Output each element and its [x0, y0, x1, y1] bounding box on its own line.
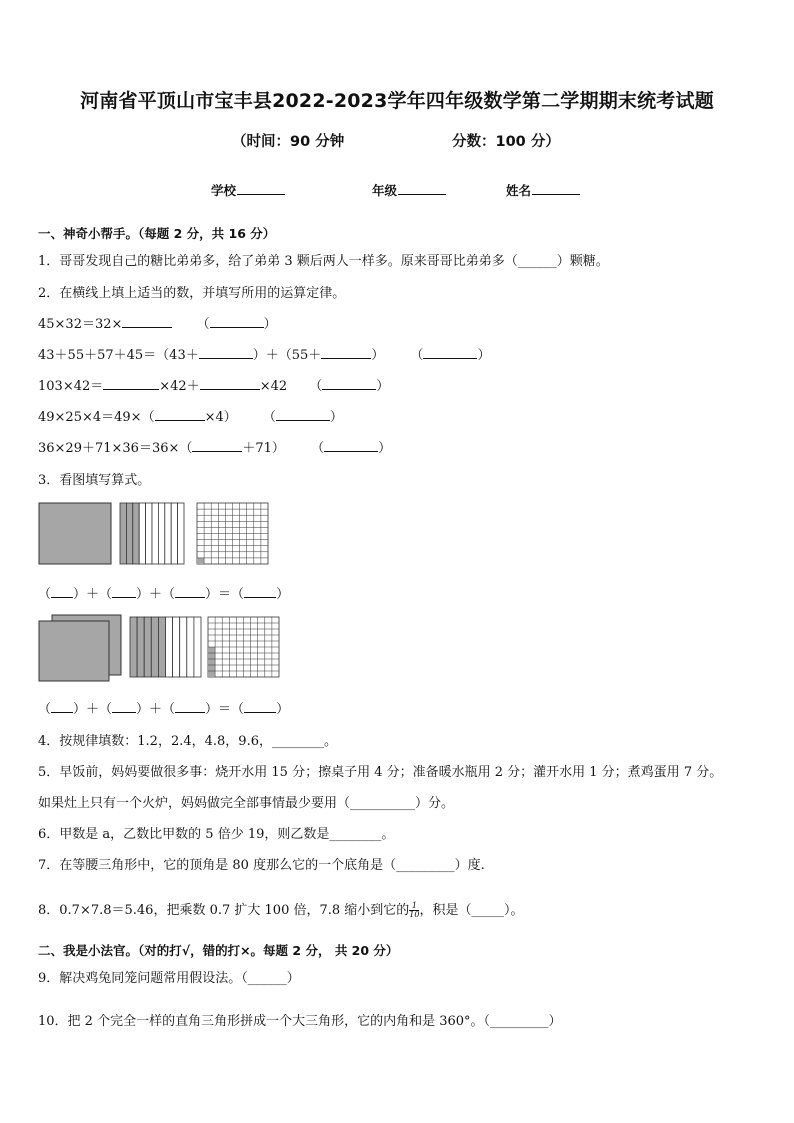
question-1: 1．哥哥发现自己的糖比弟弟多，给了弟弟 3 颗后两人一样多。原来哥哥比弟弟多（______）颗糖。 [38, 254, 609, 269]
section-1-heading: 一、神奇小帮手。（每题 2 分，共 16 分） [38, 226, 276, 241]
answer-blank[interactable] [321, 346, 371, 359]
fraction-one-tenth: $\frac{1}{10}$ [409, 901, 420, 919]
answer-blank[interactable] [103, 377, 159, 390]
q3-figures-row-2 [38, 614, 288, 684]
q2-row-1: 45×32＝32× （ ） [38, 317, 277, 332]
tenths-bar-square [130, 617, 201, 677]
question-2: 2．在横线上填上适当的数，并填写所用的运算定律。 [38, 286, 346, 301]
name-field[interactable]: 姓名 [506, 181, 580, 199]
hundredth-cell [208, 653, 215, 659]
answer-blank[interactable] [200, 377, 260, 390]
answer-blank[interactable] [210, 315, 264, 328]
question-9: 9．解决鸡兔同笼问题常用假设法。（______） [38, 971, 300, 986]
hundredth-cell [208, 659, 215, 665]
tenth-strip [158, 617, 165, 677]
hundredth-cell [197, 558, 204, 564]
question-5b: 如果灶上只有一个火炉，妈妈做完全部事情最少要用（__________）分。 [38, 796, 455, 811]
tenth-strip [120, 503, 126, 564]
answer-blank[interactable] [276, 408, 330, 421]
tenth-strip [137, 617, 144, 677]
tenth-strip [146, 503, 152, 564]
q3-figures-row-1 [38, 502, 278, 566]
q2-row-3: 103×42＝ ×42＋ ×42 （ ） [38, 379, 390, 394]
tenth-strip [180, 617, 187, 677]
question-3: 3．看图填写算式。 [38, 473, 151, 488]
answer-blank[interactable] [199, 346, 253, 359]
answer-blank[interactable] [423, 346, 477, 359]
answer-blank[interactable] [155, 408, 205, 421]
tenth-strip [166, 617, 173, 677]
grade-field[interactable]: 年级 [372, 181, 446, 199]
answer-blank[interactable] [322, 377, 376, 390]
answer-blank[interactable] [51, 585, 73, 598]
question-5a: 5．早饭前，妈妈要做很多事：烧开水用 15 分；擦桌子用 4 分；准备暖水瓶用 2 分；灌开水用 1 分；煮鸡蛋用 7 分。 [38, 765, 723, 780]
answer-blank[interactable] [112, 585, 136, 598]
tenth-strip [178, 503, 184, 564]
hundredth-cell [208, 665, 215, 671]
tenth-strip [171, 503, 177, 564]
tenth-strip [165, 503, 171, 564]
question-6: 6．甲数是 a，乙数比甲数的 5 倍少 19，则乙数是________。 [38, 827, 395, 842]
hundredth-cell [208, 671, 215, 677]
whole-square-front [39, 621, 109, 681]
tenth-strip [130, 617, 137, 677]
answer-blank[interactable] [192, 439, 242, 452]
tenth-strip [133, 503, 139, 564]
tenth-strip [139, 503, 145, 564]
question-4: 4．按规律填数：1.2，2.4，4.8，9.6，________。 [38, 734, 337, 749]
answer-blank[interactable] [244, 585, 276, 598]
q2-row-5: 36×29＋71×36＝36×（ ＋71） （ ） [38, 441, 392, 456]
hundredths-grid-square [197, 503, 268, 564]
page-title: 河南省平顶山市宝丰县2022-2023学年四年级数学第二学期期末统考试题 [80, 90, 714, 112]
tenths-bar-square [120, 503, 184, 564]
exam-time: （时间：90 分钟 [232, 134, 345, 150]
answer-blank[interactable] [175, 585, 205, 598]
tenth-strip [173, 617, 180, 677]
question-10: 10．把 2 个完全一样的直角三角形拼成一个大三角形，它的内角和是 360°。（_________） [38, 1014, 562, 1029]
section-2-heading: 二、我是小法官。（对的打√，错的打×。每题 2 分， 共 20 分） [38, 943, 399, 958]
tenth-strip [144, 617, 151, 677]
q3-formula-2: （ ）＋（ ）＋（ ）＝（ ） [38, 702, 290, 717]
hundredths-grid-square [208, 617, 279, 677]
q2-row-4: 49×25×4＝49×（ ×4） （ ） [38, 410, 343, 425]
answer-blank[interactable] [324, 439, 378, 452]
answer-blank[interactable] [175, 700, 205, 713]
whole-square [39, 503, 111, 564]
tenth-strip [194, 617, 201, 677]
answer-blank[interactable] [112, 700, 136, 713]
hundredth-cell [208, 647, 215, 653]
question-7: 7．在等腰三角形中，它的顶角是 80 度那么它的一个底角是（_________）度. [38, 858, 485, 873]
q2-row-2: 43＋55＋57＋45＝（43＋ ）＋（55＋ ） （ ） [38, 348, 491, 363]
tenth-strip [151, 617, 158, 677]
tenth-strip [126, 503, 132, 564]
school-field[interactable]: 学校 [211, 181, 285, 199]
tenth-strip [152, 503, 158, 564]
answer-blank[interactable] [122, 315, 172, 328]
answer-blank[interactable] [244, 700, 276, 713]
answer-blank[interactable] [51, 700, 73, 713]
tenth-strip [187, 617, 194, 677]
exam-score: 分数：100 分） [452, 134, 560, 150]
q3-formula-1: （ ）＋（ ）＋（ ）＝（ ） [38, 587, 290, 602]
question-8: 8．0.7×7.8＝5.46，把乘数 0.7 扩大 100 倍，7.8 缩小到它的 $\frac{1}{10}$ ，积是（_____）。 [38, 901, 524, 919]
tenth-strip [158, 503, 164, 564]
